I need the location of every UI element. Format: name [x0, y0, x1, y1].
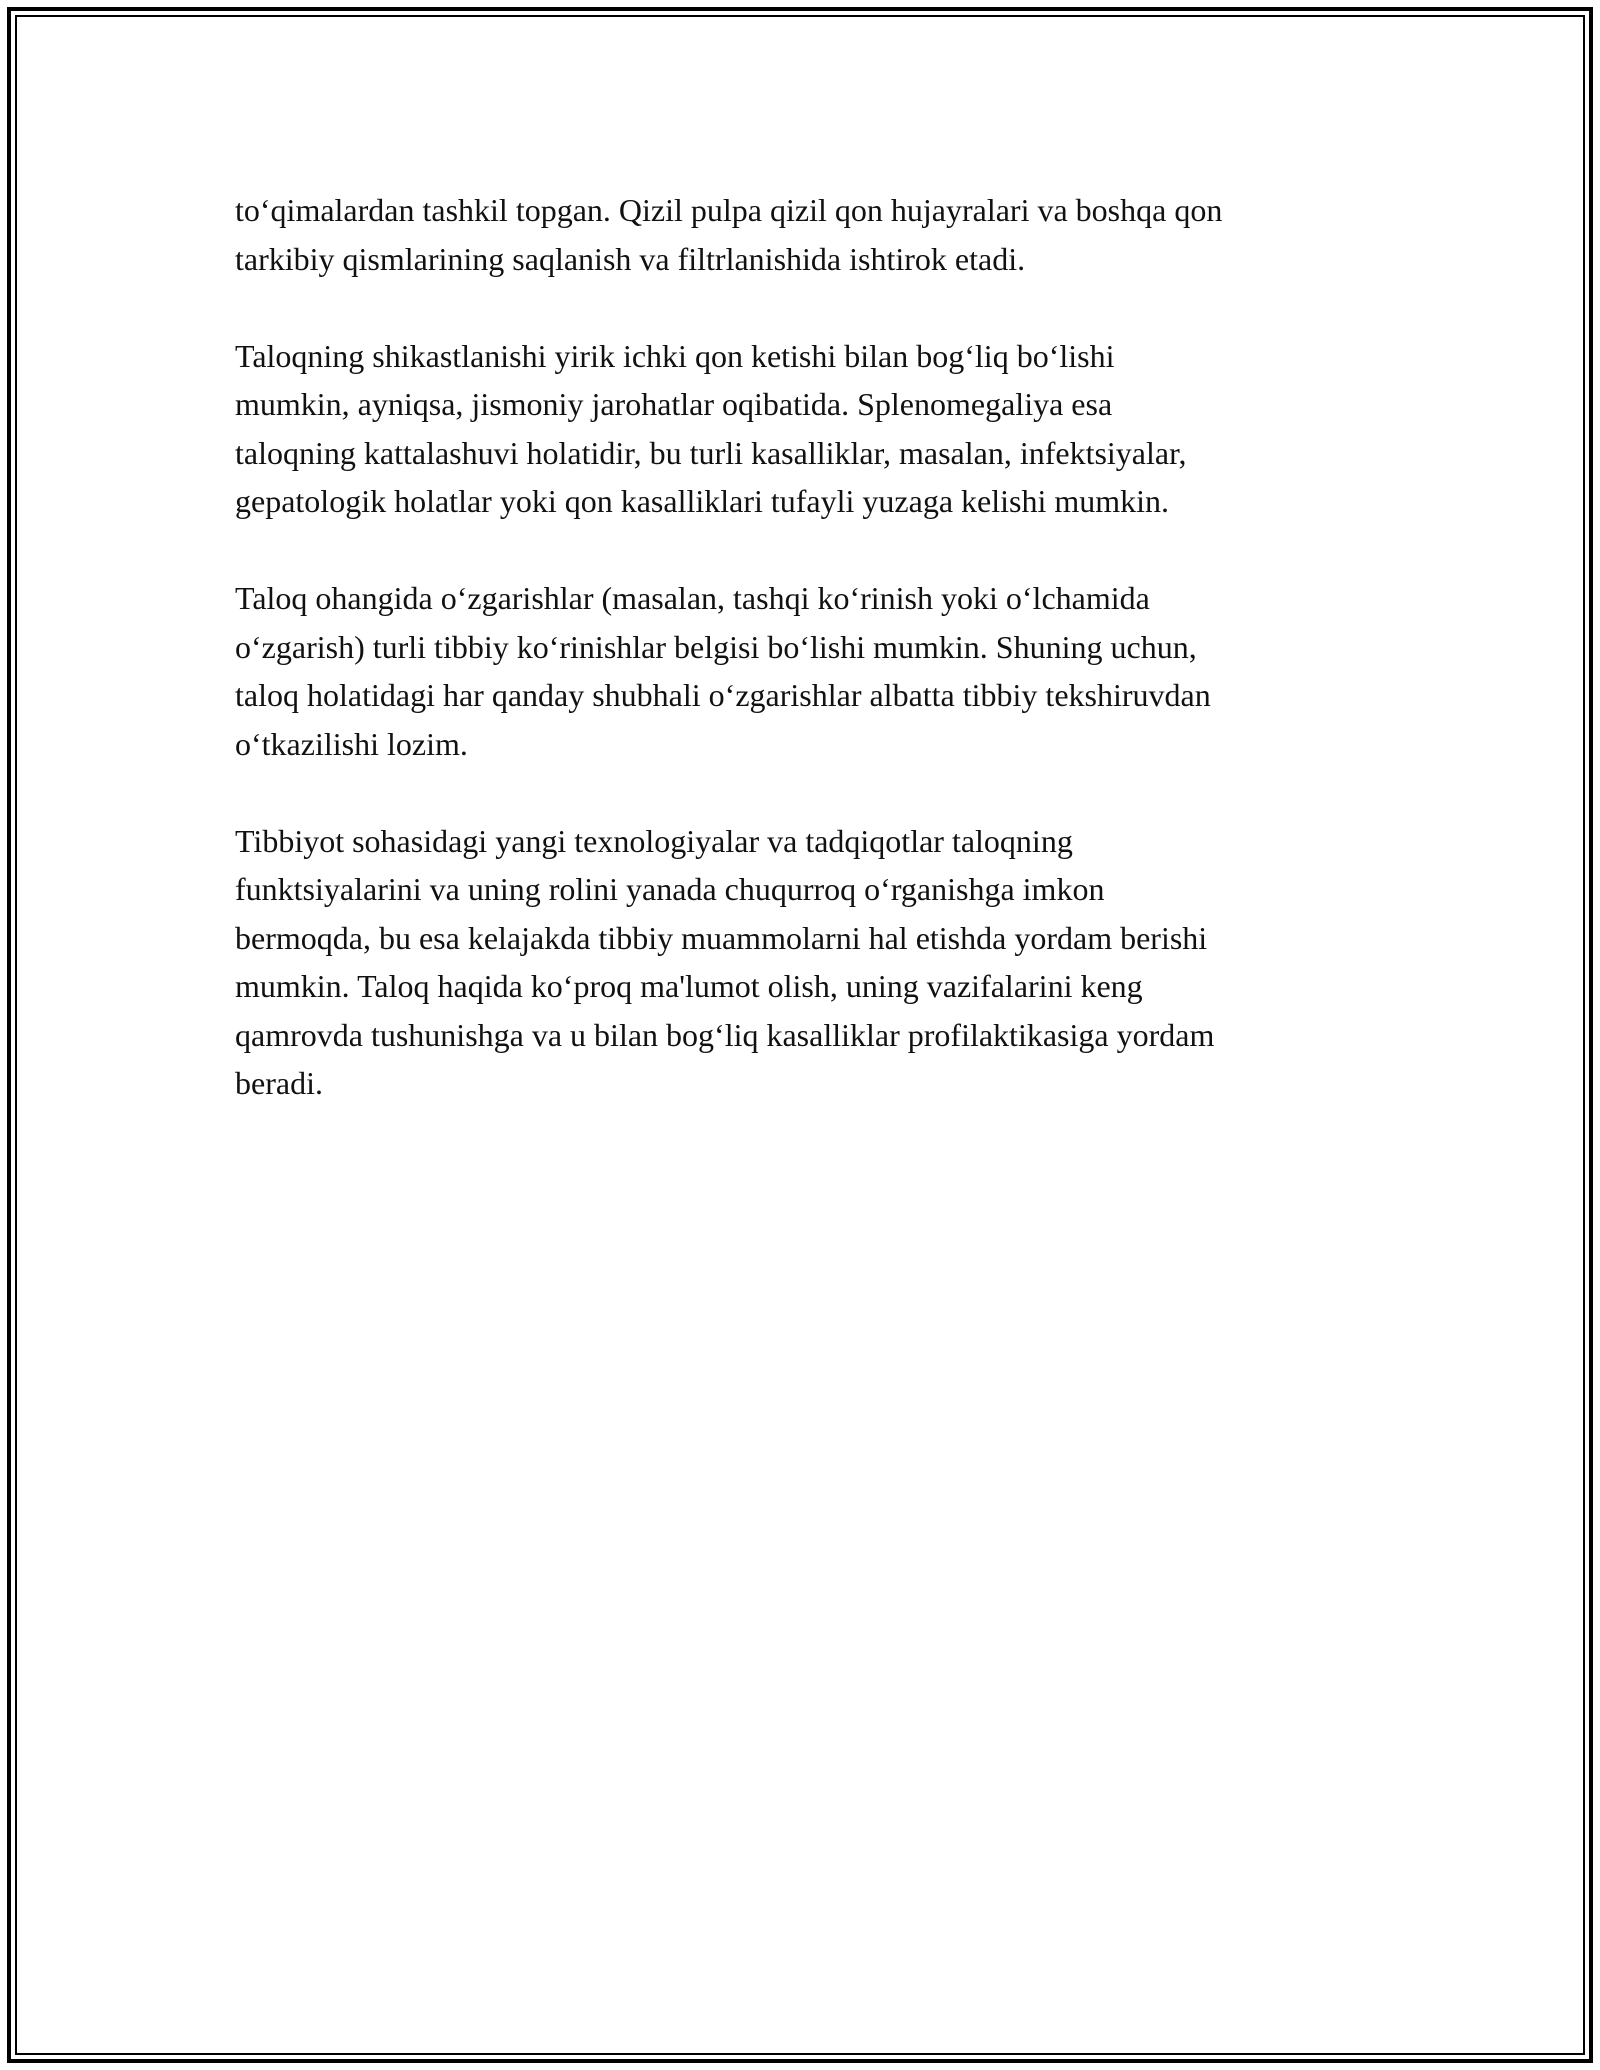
document-body [235, 186, 1385, 1156]
text-line: tarkibiy qismlarining saqlanish va filtrlanishida ishtirok etadi. [235, 240, 1026, 277]
paragraph-4 [235, 817, 1385, 1108]
text-line: to‘qimalardan tashkil topgan. Qizil pulpa qizil qon hujayralari va boshqa qon [235, 192, 1223, 228]
text-line: mumkin. Taloq haqida ko‘proq ma'lumot olish, uning vazifalarini keng [235, 968, 1143, 1004]
text-line: gepatologik holatlar yoki qon kasalliklari tufayli yuzaga kelishi mumkin. [235, 483, 1170, 519]
text-line: o‘zgarish) turli tibbiy ko‘rinishlar belgisi bo‘lishi mumkin. Shuning uchun, [235, 628, 1197, 665]
text-line: mumkin, ayniqsa, jismoniy jarohatlar oqibatida. Splenomegaliya esa [235, 386, 1113, 422]
text-line: taloqning kattalashuvi holatidir, bu turli kasalliklar, masalan, infektsiyalar, [235, 434, 1187, 471]
paragraph-3 [235, 574, 1385, 768]
text-line: bermoqda, bu esa kelajakda tibbiy muammolarni hal etishda yordam berishi [235, 919, 1208, 956]
text-line: Taloqning shikastlanishi yirik ichki qon ketishi bilan bog‘liq bo‘lishi [235, 337, 1115, 374]
paragraph-1 [235, 186, 1385, 283]
text-line: qamrovda tushunishga va u bilan bog‘liq kasalliklar profilaktikasiga yordam [235, 1016, 1215, 1053]
text-line: beradi. [235, 1065, 323, 1101]
paragraph-2 [235, 332, 1385, 526]
text-line: Taloq ohangida o‘zgarishlar (masalan, tashqi ko‘rinish yoki o‘lchamida [235, 580, 1150, 616]
text-line: o‘tkazilishi lozim. [235, 725, 468, 762]
text-line: Tibbiyot sohasidagi yangi texnologiyalar va tadqiqotlar taloqning [235, 822, 1073, 859]
text-line: funktsiyalarini va uning rolini yanada chuqurroq o‘rganishga imkon [235, 871, 1105, 907]
text-line: taloq holatidagi har qanday shubhali o‘zgarishlar albatta tibbiy tekshiruvdan [235, 677, 1211, 713]
